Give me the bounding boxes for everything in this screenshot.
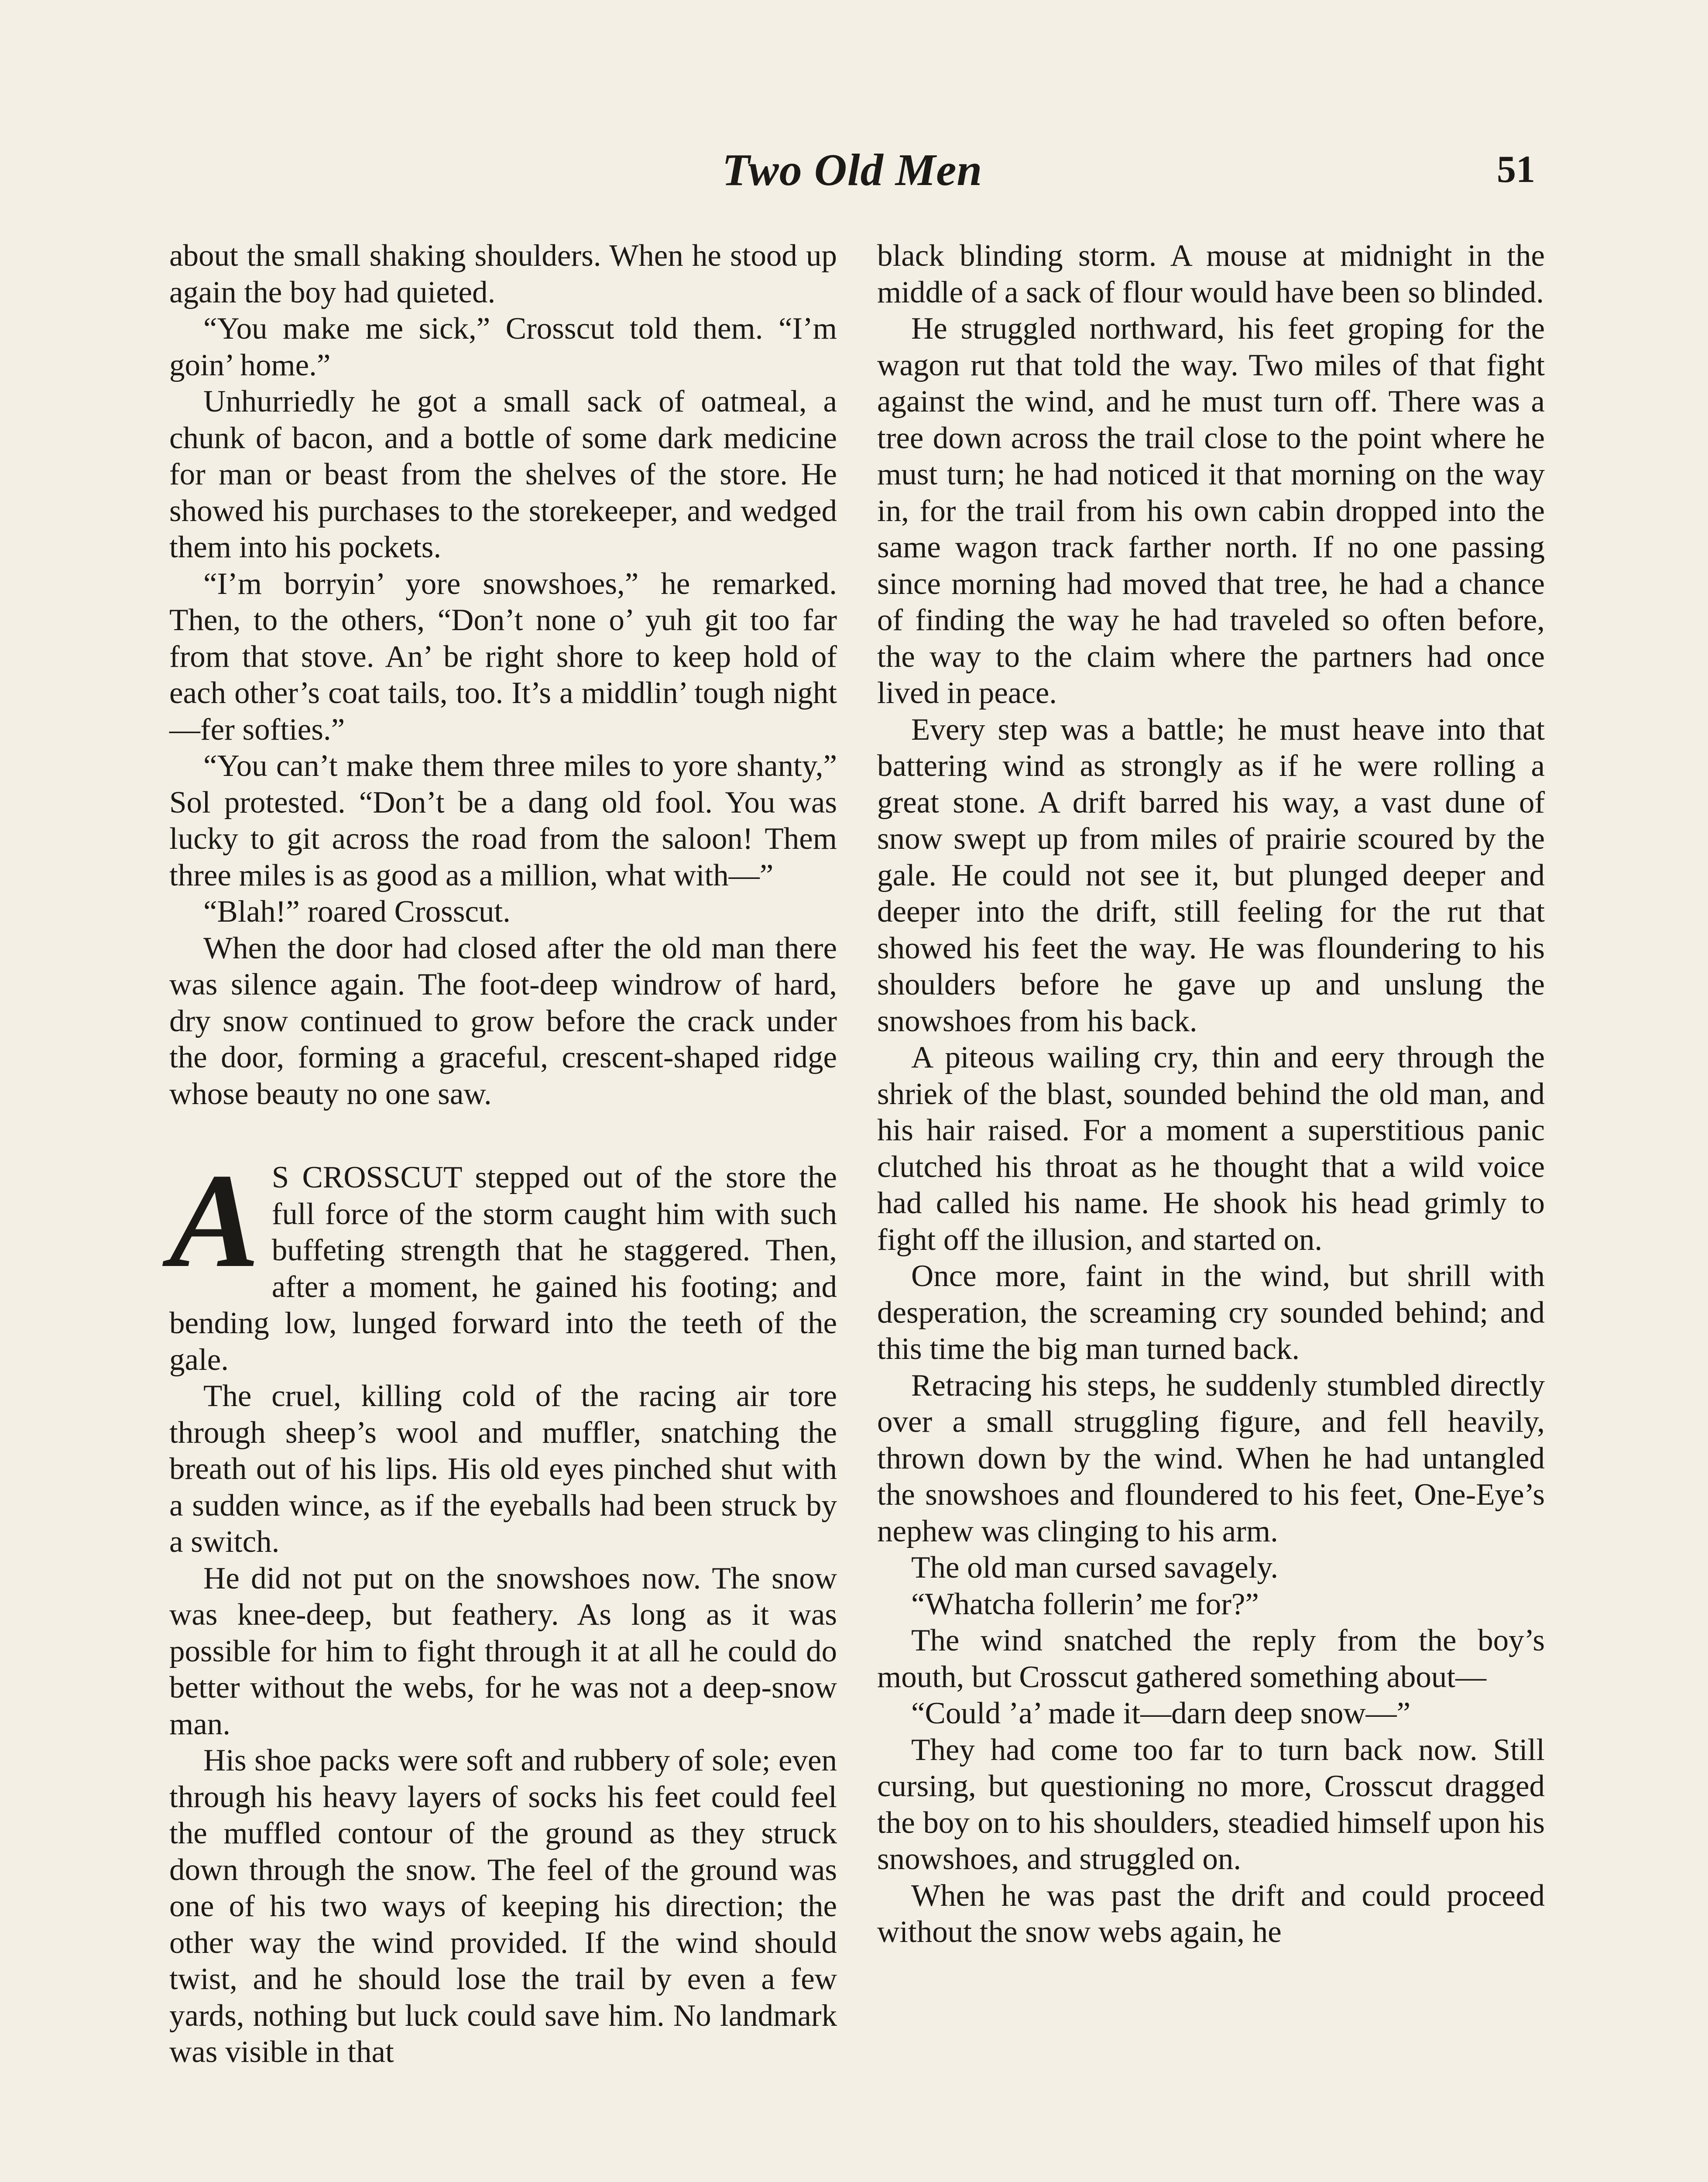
- paragraph: Every step was a battle; he must heave into that battering wind as strongly as if he were rolling a great stone. A drift barred his way, a vast dune of snow swept up from miles of prairie scoured by the gale. He could not see it, but plunged deeper and deeper into the drift, still feeling for the rut that showed his feet the way. He was floundering to his shoulders before he gave up and unslung the snowshoes from his back.: [877, 712, 1545, 1038]
- paragraph: “Blah!” roared Crosscut.: [203, 895, 511, 929]
- drop-cap: A: [169, 1146, 260, 1296]
- paragraph: “Could ’a’ made it—darn deep snow—”: [911, 1696, 1411, 1730]
- paragraph: He did not put on the snowshoes now. The snow was knee-deep, but feathery. As long as it was possible for him to fight through it at all he could do better without the webs, for he was not a deep-snow man.: [169, 1561, 837, 1741]
- section-opening-paragraph: [169, 1146, 837, 1378]
- running-title: Two Old Men: [722, 145, 983, 195]
- paragraph: When he was past the drift and could proceed without the snow webs again, he: [877, 1878, 1545, 1949]
- paragraph: He struggled northward, his feet groping for the wagon rut that told the way. Two miles of that fight against the wind, and he must turn off. There was a tree down across the trail close to the point where he must turn; he had noticed it that morning on the way in, for the trail from his own cabin dropped into the same wagon track farther north. If no one passing since morning had moved that tree, he had a chance of finding the way he had traveled so often before, the way to the claim where the partners had once lived in peace.: [877, 312, 1545, 710]
- paragraph: The cruel, killing cold of the racing air tore through sheep’s wool and muffler, snatching the breath out of his lips. His old eyes pinched shut with a sudden wince, as if the eyeballs had been struck by a switch.: [169, 1379, 837, 1559]
- paragraph: Once more, faint in the wind, but shrill with desperation, the screaming cry sounded behind; and this time the big man turned back.: [877, 1259, 1545, 1366]
- paragraph: “Whatcha follerin’ me for?”: [911, 1587, 1259, 1621]
- paragraph: His shoe packs were soft and rubbery of sole; even through his heavy layers of socks his feet could feel the muffled contour of the ground as they struck down through the snow. The feel of the ground was one of his two ways of keeping his direction; the other way the wind provided. If the wind should twist, and he should lose the trail by even a few yards, nothing but luck could save him. No landmark was visible in that: [169, 1743, 837, 2069]
- paragraph: The old man cursed savagely.: [911, 1551, 1279, 1585]
- paragraph: They had come too far to turn back now. Still cursing, but questioning no more, Crosscut dragged the boy on to his shoulders, steadied himself upon his snowshoes, and struggled on.: [877, 1733, 1545, 1876]
- running-header: [169, 144, 1535, 205]
- page-number: 51: [1497, 148, 1535, 191]
- left-column: [169, 238, 837, 2071]
- paragraph: “You make me sick,” Crosscut told them. “I’m goin’ home.”: [169, 312, 837, 382]
- paragraph: black blinding storm. A mouse at midnight in the middle of a sack of flour would have been so blinded.: [877, 239, 1545, 309]
- paragraph: A piteous wailing cry, thin and eery through the shriek of the blast, sounded behind the old man, and his hair raised. For a moment a superstitious panic clutched his throat as he thought that a wild voice had called his name. He shook his head grimly to fight off the illusion, and started on.: [877, 1040, 1545, 1257]
- paragraph: Unhurriedly he got a small sack of oatmeal, a chunk of bacon, and a bottle of some dark medicine for man or beast from the shelves of the store. He showed his purchases to the storekeeper, and wedged them into his pockets.: [169, 384, 837, 564]
- right-column: [877, 238, 1545, 1951]
- paragraph: The wind snatched the reply from the boy’s mouth, but Crosscut gathered something about—: [877, 1623, 1545, 1694]
- paragraph: “I’m borryin’ yore snowshoes,” he remarked. Then, to the others, “Don’t none o’ yuh git too far from that stove. An’ be right shore to keep hold of each other’s coat tails, too. It’s a middlin’ tough night —fer softies.”: [169, 566, 837, 747]
- paragraph: When the door had closed after the old man there was silence again. The foot-deep windrow of hard, dry snow continued to grow before the crack under the door, forming a graceful, crescent-shaped ridge whose beauty no one saw.: [169, 931, 837, 1111]
- paragraph: “You can’t make them three miles to yore shanty,” Sol protested. “Don’t be a dang old fool. You was lucky to git across the road from the saloon! Them three miles is as good as a million, what with—”: [169, 749, 837, 892]
- paragraph-text: S CROSSCUT stepped out of the store the full force of the storm caught him with such buffeting strength that he staggered. Then, after a moment, he gained his footing; and bending low, lunged forward into the teeth of the gale.: [169, 1160, 837, 1377]
- paragraph: Retracing his steps, he suddenly stumbled directly over a small struggling figure, and fell heavily, thrown down by the wind. When he had untangled the snowshoes and floundered to his feet, One-Eye’s nephew was clinging to his arm.: [877, 1368, 1545, 1548]
- paragraph: about the small shaking shoulders. When he stood up again the boy had quieted.: [169, 239, 837, 309]
